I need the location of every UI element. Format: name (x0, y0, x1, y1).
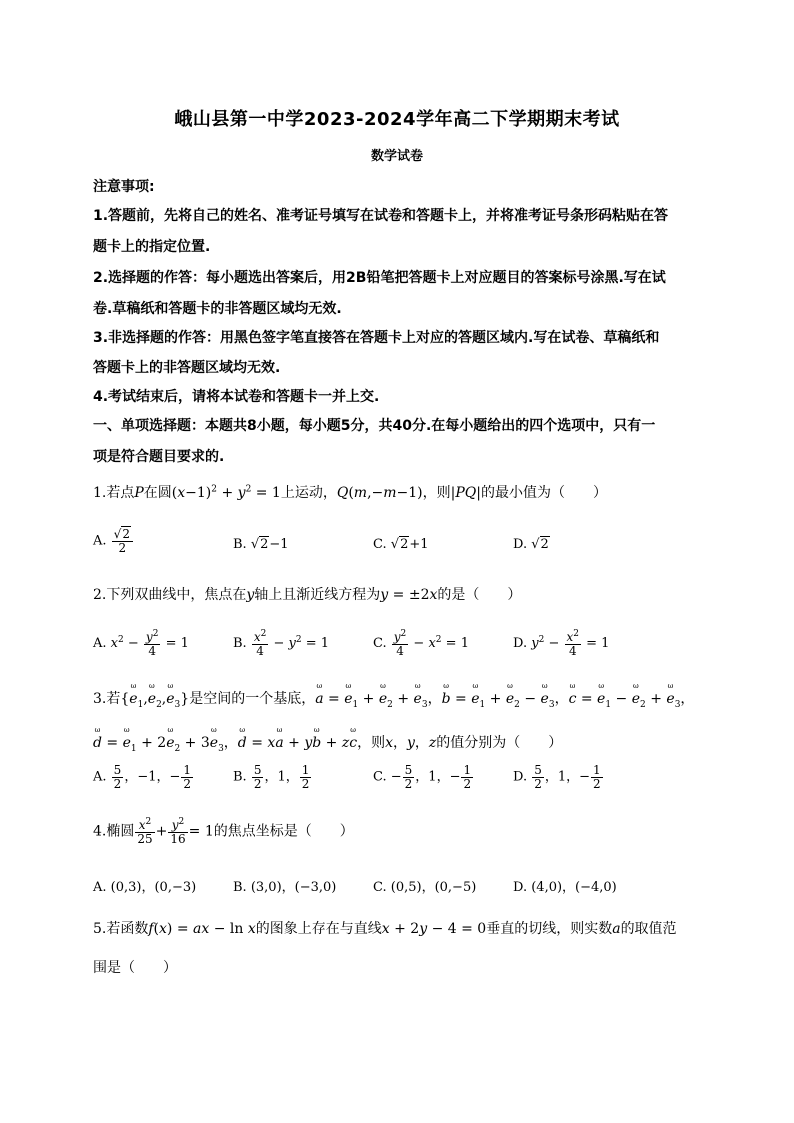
q4-option-d: D. (4,0)，(−4,0) (513, 880, 617, 895)
q1-option-b: B. √2−1 (233, 537, 289, 552)
q4-option-c: C. (0,5)，(0,−5) (373, 880, 477, 895)
q4-option-a: A. (0,3)，(0,−3) (93, 880, 197, 895)
question-4: 4.椭圆 $\frac{x^2}{25}$ + $\frac{y^2}{16}$ = 1的焦点坐标是（ ） (93, 817, 354, 846)
question-5-line-1: 5.若函数f(x) = ax − ln x的图象上存在与直线x + 2y − 4 = 0垂直的切线，则实数a的取值范 (93, 921, 677, 937)
page-title: 峨山县第一中学2023-2024学年高二下学期期末考试 (174, 109, 620, 130)
q3-option-d: D. $\frac{5}{2}$ ，1，− $\frac{1}{2}$ (513, 763, 601, 791)
note-2-line-2: 卷.草稿纸和答题卡的非答题区域均无效. (93, 301, 342, 317)
section-1-line-1: 一、单项选择题：本题共8小题，每小题5分，共40分.在每小题给出的四个选项中，只有一 (93, 418, 656, 434)
q1-option-c: C. √2+1 (373, 537, 429, 552)
q2-option-d: D. $y^2$ − $\frac{x^2}{4}$ = 1 (513, 629, 610, 658)
q3-option-c: C. − $\frac{5}{2}$ ，1，− $\frac{1}{2}$ (373, 763, 472, 791)
question-1: 1.若点P在圆$(x-1)^2 + y^2 = 1$上运动，Q(m,−m−1)，则|PQ|的最小值为（ ） (93, 484, 607, 501)
q1-option-d: D. √2 (513, 537, 549, 552)
q2-option-b: B. $\frac{x^2}{4}$ − $y^2 = 1$ (233, 629, 330, 658)
q2-option-a: A. $x^2$ − $\frac{y^2}{4}$ = 1 (93, 629, 189, 658)
note-3-line-1: 3.非选择题的作答：用黑色签字笔直接答在答题卡上对应的答题区域内.写在试卷、草稿纸和 (93, 330, 660, 346)
note-4-line-1: 4.考试结束后，请将本试卷和答题卡一并上交. (93, 389, 380, 405)
question-2: 2.下列双曲线中，焦点在y轴上且渐近线方程为y = ±2x的是（ ） (93, 587, 522, 603)
page-subtitle: 数学试卷 (370, 149, 423, 164)
note-1-line-1: 1.答题前，先将自己的姓名、准考证号填写在试卷和答题卡上，并将准考证号条形码粘贴在答 (93, 208, 669, 224)
notes-heading: 注意事项: (93, 179, 155, 195)
q2-option-c: C. $\frac{y^2}{4}$ − $x^2 = 1$ (373, 629, 469, 658)
question-3-line-2: ω d = ω $e_1 + 2\omega$ $e_2 + 3\omega$ $e_3$，ω d = xω a + yω b + zω c，则x，y，z的值分别为（ ） (93, 732, 562, 754)
note-2-line-1: 2.选择题的作答：每小题选出答案后，用2B铅笔把答题卡上对应题目的答案标号涂黑.写在试 (93, 270, 666, 286)
note-3-line-2: 答题卡上的非答题区域均无效. (93, 360, 281, 376)
question-5-line-2: 围是（ ） (93, 960, 177, 976)
q3-option-a: A. $\frac{5}{2}$ ，−1，− $\frac{1}{2}$ (93, 763, 192, 791)
q3-option-b: B. $\frac{5}{2}$ ，1， $\frac{1}{2}$ (233, 763, 310, 791)
q4-option-b: B. (3,0)，(−3,0) (233, 880, 337, 895)
q1-option-a: A. $\frac{√2}{2}$ (93, 528, 134, 554)
section-1-line-2: 项是符合题目要求的. (93, 449, 225, 465)
note-1-line-2: 题卡上的指定位置. (93, 239, 211, 255)
question-3-line-1: 3.若{ω $e_1,\omega$ $e_2,\omega$ $e_3$}是空间的一个基底，ω a = ω $e_1 + \omega$ $e_2 + \omega$ $e_3$，ω b = ω $e_1 + \omega$ $e_2 - \omega$ $e_3$，ω c = ω $e_1 - \omega$ $e_2 + \omega$ $e_3$， (93, 688, 694, 710)
